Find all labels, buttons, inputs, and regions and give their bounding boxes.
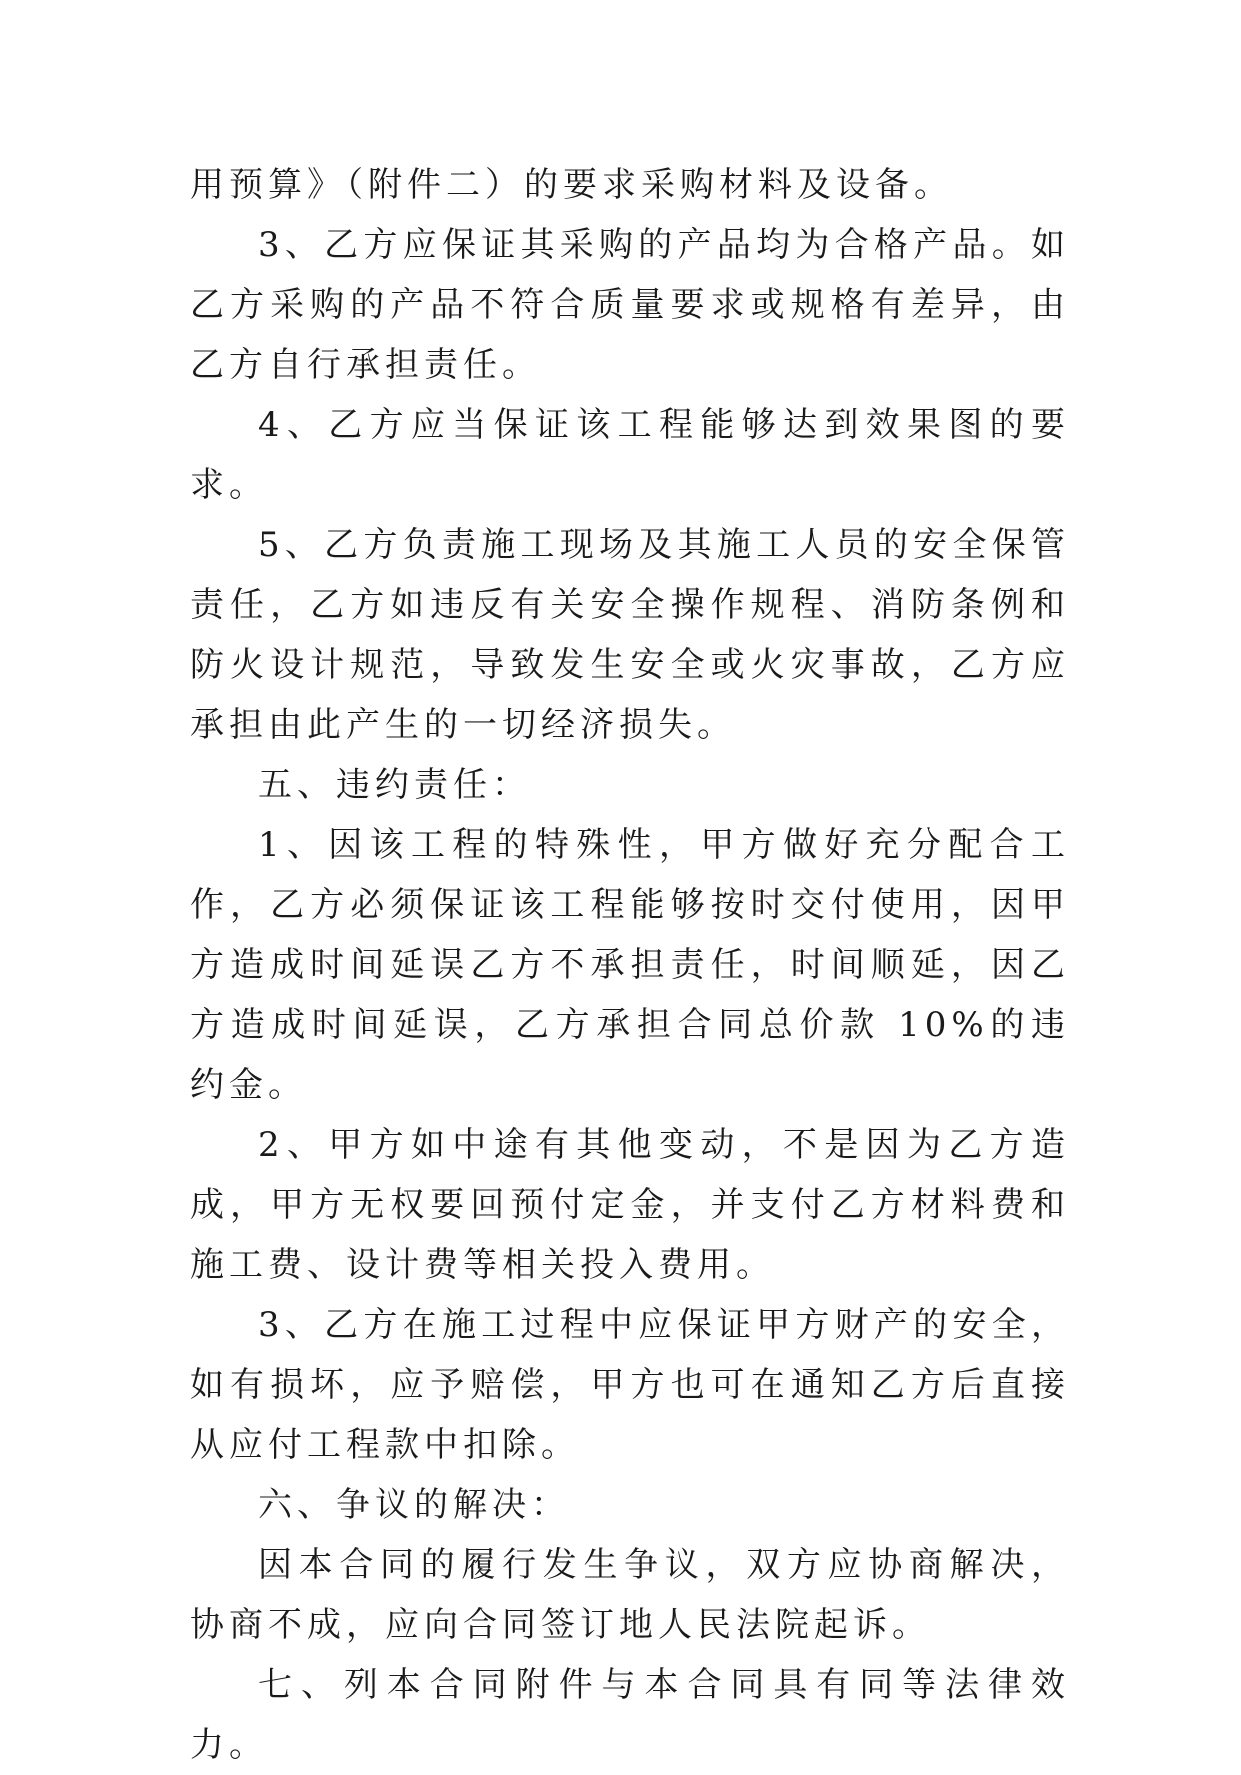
paragraph-dispute: 因本合同的履行发生争议，双方应协商解决，协商不成，应向合同签订地人民法院起诉。 bbox=[190, 1545, 1070, 1645]
paragraph-clause-3-quality: 3、乙方应保证其采购的产品均为合格产品。如乙方采购的产品不符合质量要求或规格有差异，由乙方自行承担责任。 bbox=[190, 225, 1070, 385]
paragraph-breach-2: 2、甲方如中途有其他变动，不是因为乙方造成，甲方无权要回预付定金，并支付乙方材料费和施工费、设计费等相关投入费用。 bbox=[190, 1125, 1070, 1285]
paragraph-clause-5-safety: 5、乙方负责施工现场及其施工人员的安全保管责任，乙方如违反有关安全操作规程、消防条例和防火设计规范，导致发生安全或火灾事故，乙方应承担由此产生的一切经济损失。 bbox=[190, 525, 1070, 745]
section-heading-dispute: 六、争议的解决： bbox=[258, 1485, 570, 1525]
paragraph-attachments: 七、列本合同附件与本合同具有同等法律效力。 bbox=[190, 1665, 1070, 1765]
paragraph-clause-4-effect: 4、乙方应当保证该工程能够达到效果图的要求。 bbox=[190, 405, 1070, 505]
paragraph-budget-continuation: 用预算》（附件二）的要求采购材料及设备。 bbox=[190, 165, 953, 205]
paragraph-breach-3: 3、乙方在施工过程中应保证甲方财产的安全，如有损坏，应予赔偿，甲方也可在通知乙方后直接从应付工程款中扣除。 bbox=[190, 1305, 1070, 1465]
paragraph-breach-1: 1、因该工程的特殊性，甲方做好充分配合工作，乙方必须保证该工程能够按时交付使用，因甲方造成时间延误乙方不承担责任，时间顺延，因乙方造成时间延误，乙方承担合同总价款 10%的违约金。 bbox=[190, 825, 1070, 1105]
document-page bbox=[190, 155, 1070, 1775]
section-heading-breach: 五、违约责任： bbox=[258, 765, 531, 805]
